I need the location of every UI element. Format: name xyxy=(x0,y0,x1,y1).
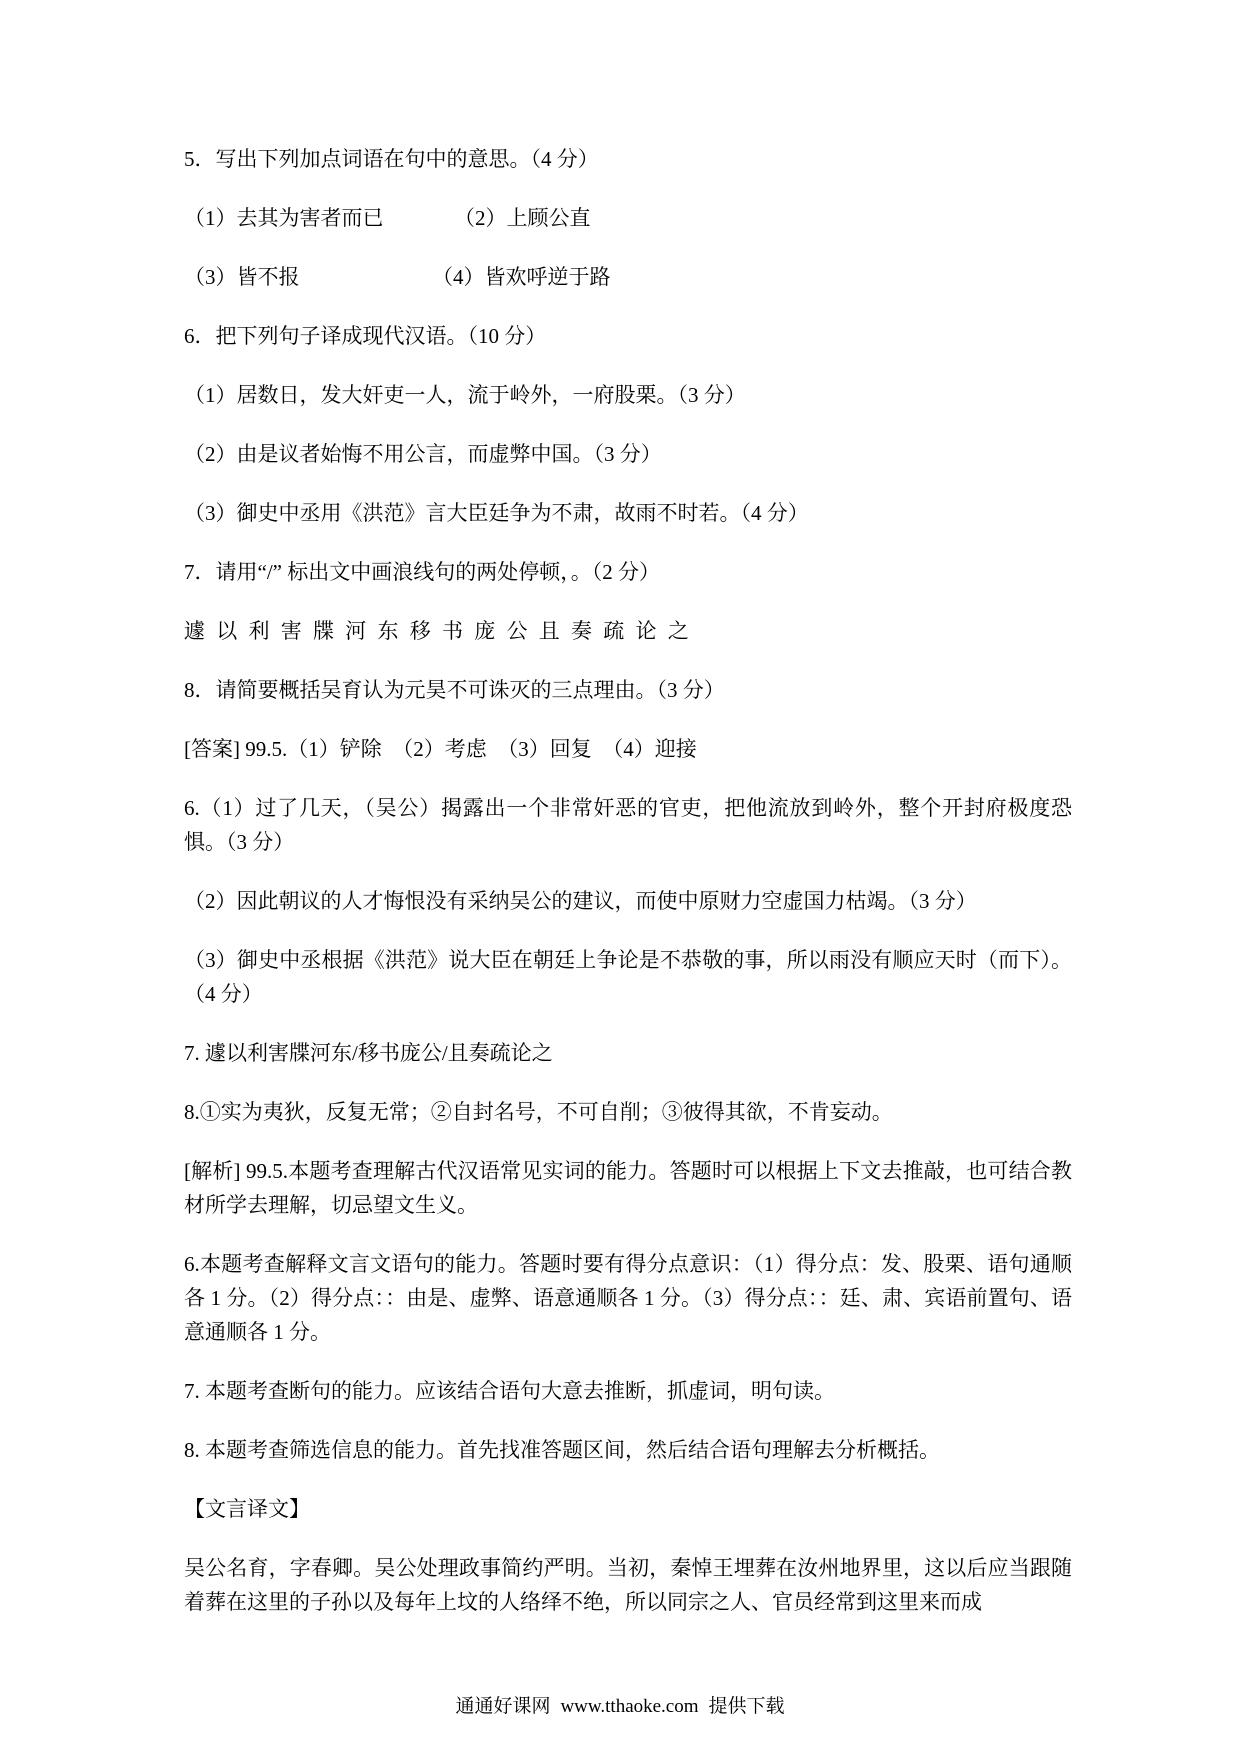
footer-url: www.tthaoke.com xyxy=(560,1696,699,1717)
page-footer xyxy=(0,1694,1240,1720)
analysis-q8: 8. 本题考查筛选信息的能力。首先找准答题区间，然后结合语句理解去分析概括。 xyxy=(184,1438,940,1462)
translation-heading: 【文言译文】 xyxy=(184,1497,310,1521)
analysis-q7: 7. 本题考查断句的能力。应该结合语句大意去推断，抓虚词，明句读。 xyxy=(184,1379,835,1403)
answer-q6-3: （3）御史中丞根据《洪范》说大臣在朝廷上争论是不恭敬的事，所以雨没有顺应天时（而下）。（4 分） xyxy=(184,948,1072,1006)
answer-q6-1: 6.（1）过了几天，（吴公）揭露出一个非常奸恶的官吏，把他流放到岭外，整个开封府极度恐惧。（3 分） xyxy=(184,796,1072,854)
q7-marked-sentence: 遽 以 利 害 牒 河 东 移 书 庞 公 且 奏 疏 论 之 xyxy=(184,619,692,643)
q6-item-2: （2）由是议者始悔不用公言，而虚弊中国。（3 分） xyxy=(184,442,662,466)
q5-word-1: （1）去其为害者而已 xyxy=(184,206,384,230)
q5-words-row2 xyxy=(184,260,1072,294)
q7-prompt: 7．请用“/” 标出文中画浪线句的两处停顿，。（2 分） xyxy=(184,560,660,584)
answer-q8: 8.①实为夷狄，反复无常；②自封名号，不可自削；③彼得其欲，不肯妄动。 xyxy=(184,1100,893,1124)
q6-item-1: （1）居数日，发大奸吏一人，流于岭外，一府股栗。（3 分） xyxy=(184,383,746,407)
q5-word-2: （2）上顾公直 xyxy=(454,206,591,230)
analysis-q6: 6.本题考查解释文言文语句的能力。答题时要有得分点意识：（1）得分点：发、股栗、语句通顺各 1 分。（2）得分点：：由是、虚弊、语意通顺各 1 分。（3）得分点：：廷、肃、宾语前置句、语意通顺各 1 分。 xyxy=(184,1252,1072,1344)
q6-prompt: 6．把下列句子译成现代汉语。（10 分） xyxy=(184,324,547,348)
analysis-q5: [解析] 99.5.本题考查理解古代汉语常见实词的能力。答题时可以根据上下文去推敲，也可结合教材所学去理解，切忌望文生义。 xyxy=(184,1159,1072,1217)
q5-words-row1 xyxy=(184,201,1072,235)
footer-download-note: 提供下载 xyxy=(708,1696,785,1717)
footer-site-name: 通通好课网 xyxy=(455,1696,551,1717)
answer-q5: [答案] 99.5.（1）铲除 （2）考虑 （3）回复 （4）迎接 xyxy=(184,737,697,761)
q6-item-3: （3）御史中丞用《洪范》言大臣廷争为不肃，故雨不时若。（4 分） xyxy=(184,501,809,525)
translation-paragraph: 吴公名育，字春卿。吴公处理政事简约严明。当初，秦悼王埋葬在汝州地界里，这以后应当跟随着葬在这里的子孙以及每年上坟的人络绎不绝，所以同宗之人、官员经常到这里来而成 xyxy=(184,1556,1072,1614)
q5-prompt: 5．写出下列加点词语在句中的意思。（4 分） xyxy=(184,147,599,171)
q5-word-3: （3）皆不报 xyxy=(184,265,300,289)
q5-word-4: （4）皆欢呼逆于路 xyxy=(432,265,611,289)
document-content xyxy=(184,142,1072,1644)
answer-q6-2: （2）因此朝议的人才悔恨没有采纳吴公的建议，而使中原财力空虚国力枯竭。（3 分） xyxy=(184,889,977,913)
q8-prompt: 8．请简要概括吴育认为元昊不可诛灭的三点理由。（3 分） xyxy=(184,678,725,702)
answer-q7: 7. 遽以利害牒河东/移书庞公/且奏疏论之 xyxy=(184,1041,553,1065)
